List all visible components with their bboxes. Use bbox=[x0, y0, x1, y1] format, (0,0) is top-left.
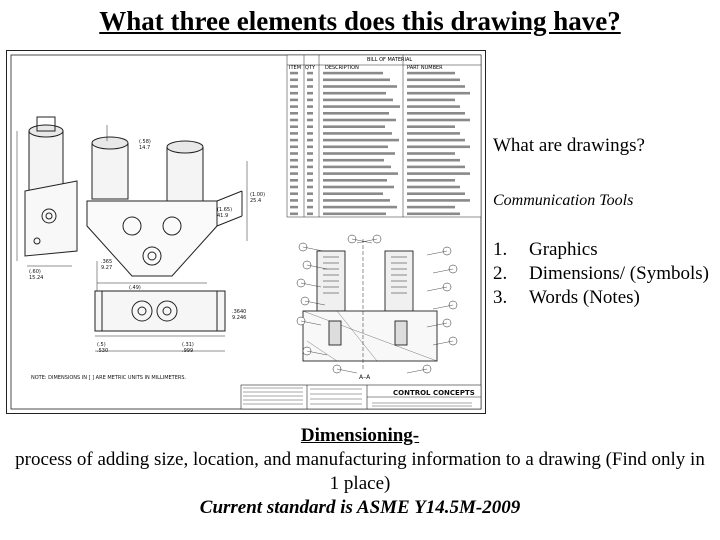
question-text: What are drawings? bbox=[493, 135, 645, 156]
section-label: A–A bbox=[359, 374, 371, 381]
bom-row-text bbox=[307, 213, 313, 216]
definition-head: Dimensioning- bbox=[300, 425, 420, 446]
bom-row-text bbox=[290, 112, 298, 115]
bom-row-text bbox=[290, 186, 298, 189]
bom-row-text bbox=[323, 179, 387, 182]
bom-row-text bbox=[307, 92, 313, 95]
svg-text:.530: .530 bbox=[97, 348, 109, 354]
svg-text:(.58): (.58) bbox=[139, 139, 151, 145]
svg-text:15.24: 15.24 bbox=[29, 275, 44, 281]
bom-row-text bbox=[290, 199, 298, 202]
bom-row-text bbox=[307, 192, 313, 195]
bom-row-text bbox=[307, 99, 313, 102]
svg-text:(.49): (.49) bbox=[129, 285, 141, 291]
bom-row-text bbox=[307, 139, 313, 142]
bom-row-text bbox=[307, 206, 313, 209]
bom-row-text bbox=[307, 146, 313, 149]
bom-row-text bbox=[323, 213, 386, 216]
bom-row-text bbox=[407, 112, 465, 115]
list-item: 3. Words (Notes) bbox=[493, 287, 640, 308]
bom-row-text bbox=[307, 152, 313, 155]
bom-row-text bbox=[290, 213, 298, 216]
bom-row-text bbox=[307, 125, 313, 128]
bom-row-text bbox=[323, 79, 390, 82]
svg-text:PART NUMBER: PART NUMBER bbox=[407, 65, 443, 71]
list-item: 2. Dimensions/ (Symbols) bbox=[493, 263, 709, 284]
svg-text:.999: .999 bbox=[182, 348, 194, 354]
bom-row-text bbox=[323, 72, 383, 75]
definition-block bbox=[0, 424, 720, 520]
bom-row-text bbox=[290, 79, 298, 82]
company-name: CONTROL CONCEPTS bbox=[393, 389, 475, 397]
bom-row-text bbox=[407, 119, 470, 122]
bom-row-text bbox=[307, 85, 313, 88]
bom-row-text bbox=[290, 179, 298, 182]
bom-row-text bbox=[290, 159, 298, 162]
bom-row-text bbox=[290, 125, 298, 128]
svg-text:(1.00): (1.00) bbox=[250, 192, 266, 198]
bom-row-text bbox=[290, 132, 298, 135]
bom-row-text bbox=[290, 206, 298, 209]
svg-text:9.246: 9.246 bbox=[232, 315, 247, 321]
bom-row-text bbox=[407, 152, 455, 155]
bom-row-text bbox=[407, 72, 455, 75]
bom-row-text bbox=[407, 105, 460, 108]
bom-row-text bbox=[290, 119, 298, 122]
valve-bottom-view bbox=[95, 291, 225, 351]
bom-row-text bbox=[307, 79, 313, 82]
bom-row-text bbox=[307, 132, 313, 135]
bom-row-text bbox=[407, 192, 465, 195]
bom-row-text bbox=[307, 119, 313, 122]
drawing-note: NOTE: DIMENSIONS IN [ ] ARE METRIC UNITS IN MILLIMETERS. bbox=[31, 375, 187, 381]
bom-row-text bbox=[323, 132, 392, 135]
bom-row-text bbox=[407, 199, 470, 202]
bom-row-text bbox=[407, 186, 460, 189]
bom-row-text bbox=[323, 146, 388, 149]
bom-row-text bbox=[407, 99, 455, 102]
bom-row-text bbox=[290, 99, 298, 102]
svg-text:(1.65): (1.65) bbox=[217, 207, 233, 213]
bom-row-text bbox=[290, 105, 298, 108]
svg-text:(.60): (.60) bbox=[29, 269, 41, 275]
svg-text:(.5): (.5) bbox=[97, 342, 106, 348]
bom-row-text bbox=[290, 172, 298, 175]
bom-row-text bbox=[307, 172, 313, 175]
svg-text:.3640: .3640 bbox=[232, 309, 247, 315]
engineering-drawing bbox=[6, 50, 486, 414]
bom-row-text bbox=[323, 186, 394, 189]
bom-row-text bbox=[290, 192, 298, 195]
bom-row-text bbox=[407, 146, 470, 149]
bom-row-text bbox=[290, 92, 298, 95]
bom-row-text bbox=[307, 159, 313, 162]
standard-text: Current standard is ASME Y14.5M-2009 bbox=[199, 497, 521, 518]
svg-text:.365: .365 bbox=[101, 259, 113, 265]
bom-row-text bbox=[323, 206, 397, 209]
bom-row-text bbox=[290, 72, 298, 75]
bom-row-text bbox=[323, 125, 385, 128]
bom-row-text bbox=[290, 152, 298, 155]
svg-text:9.27: 9.27 bbox=[101, 265, 113, 271]
bom-row-text bbox=[307, 166, 313, 169]
svg-text:ITEM: ITEM bbox=[289, 65, 302, 71]
svg-text:14.7: 14.7 bbox=[139, 145, 151, 151]
definition-body: process of adding size, location, and manufacturing information to a drawing (Find only in 1 place) bbox=[15, 449, 705, 494]
svg-text:(.31): (.31) bbox=[182, 342, 194, 348]
bom-row-text bbox=[407, 132, 460, 135]
bom-row-text bbox=[307, 199, 313, 202]
bom-row-text bbox=[307, 186, 313, 189]
bom-row-text bbox=[323, 199, 390, 202]
bom-row-text bbox=[407, 139, 465, 142]
bom-row-text bbox=[407, 85, 465, 88]
svg-text:QTY: QTY bbox=[305, 65, 316, 71]
bom-row-text bbox=[323, 152, 395, 155]
svg-text:25.4: 25.4 bbox=[250, 198, 262, 204]
bom-row-text bbox=[407, 206, 455, 209]
valve-isometric-view bbox=[25, 117, 242, 276]
bom-row-text bbox=[407, 79, 460, 82]
bom-row-text bbox=[323, 192, 383, 195]
bom-row-text bbox=[407, 213, 460, 216]
list-item: 1. Graphics bbox=[493, 239, 598, 260]
svg-text:41.9: 41.9 bbox=[217, 213, 229, 219]
bom-row-text bbox=[323, 99, 393, 102]
bom-row-text bbox=[290, 85, 298, 88]
bom-row-text bbox=[323, 105, 400, 108]
bom-row-text bbox=[290, 146, 298, 149]
elements-list bbox=[493, 238, 719, 310]
bom-row-text bbox=[407, 179, 455, 182]
slide-title: What three elements does this drawing have? bbox=[99, 6, 621, 36]
bom-row-text bbox=[407, 172, 470, 175]
bom-row-text bbox=[407, 159, 460, 162]
subtitle-text: Communication Tools bbox=[493, 192, 634, 209]
bom-row-text bbox=[323, 92, 386, 95]
bom-title: BILL OF MATERIAL bbox=[367, 57, 413, 63]
bom-row-text bbox=[323, 85, 397, 88]
section-view bbox=[303, 239, 437, 371]
svg-text:DESCRIPTION: DESCRIPTION bbox=[325, 65, 359, 71]
bom-row-text bbox=[323, 119, 396, 122]
bom-row-text bbox=[407, 92, 470, 95]
bom-row-text bbox=[323, 172, 398, 175]
bom-row-text bbox=[407, 166, 465, 169]
bom-row-text bbox=[290, 166, 298, 169]
bom-row-text bbox=[307, 112, 313, 115]
bom-row-text bbox=[323, 112, 389, 115]
bom-row-text bbox=[307, 72, 313, 75]
bom-row-text bbox=[323, 159, 384, 162]
bom-row-text bbox=[323, 139, 399, 142]
bom-row-text bbox=[323, 166, 391, 169]
bom-row-text bbox=[307, 105, 313, 108]
bom-row-text bbox=[290, 139, 298, 142]
bom-row-text bbox=[307, 179, 313, 182]
bom-row-text bbox=[407, 125, 455, 128]
